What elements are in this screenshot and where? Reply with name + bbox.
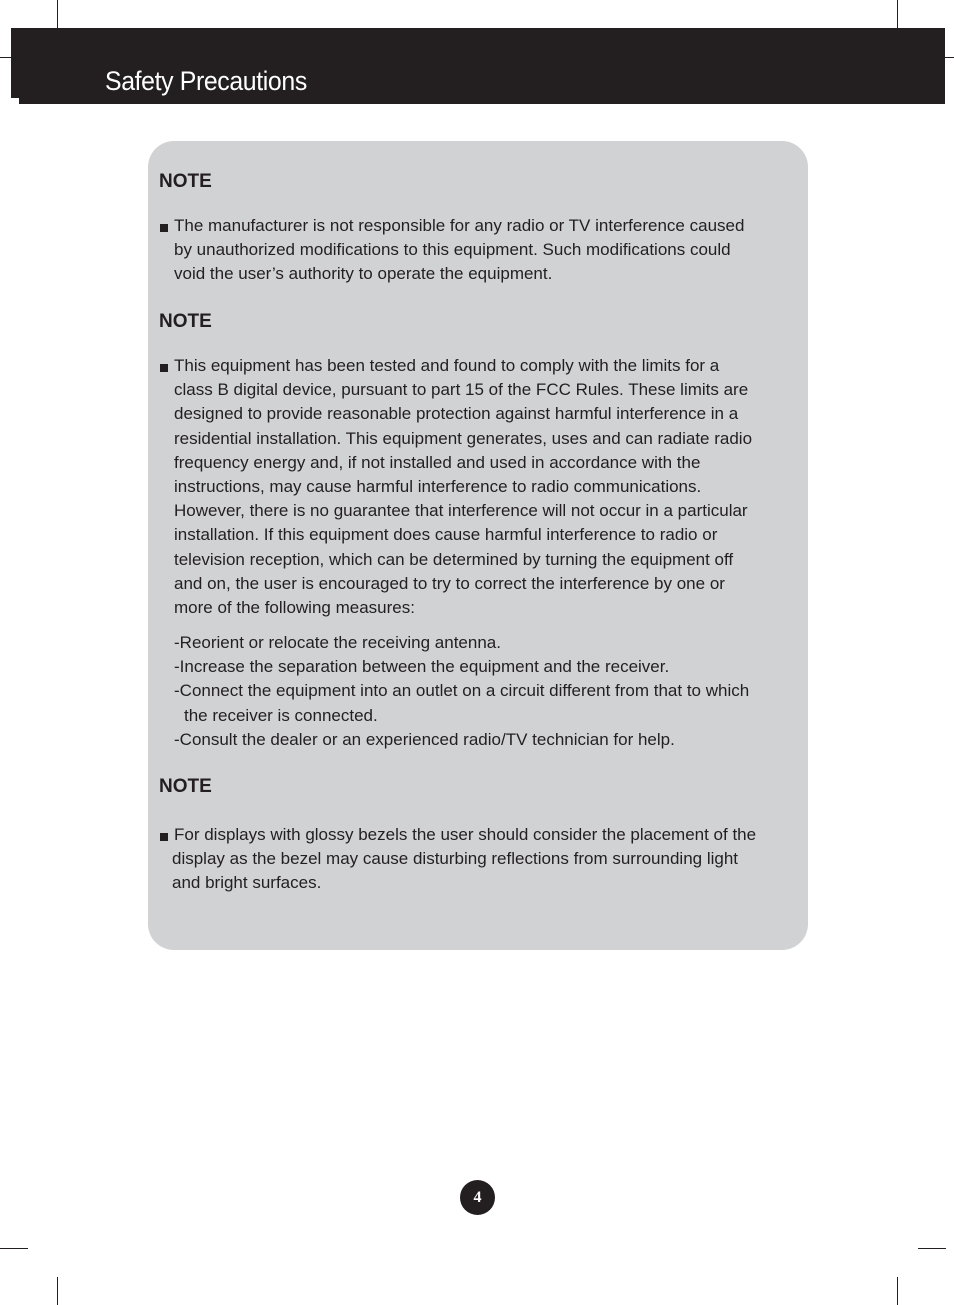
- text-line: residential installation. This equipment generates, uses and can radiate radio: [174, 428, 753, 448]
- text-line: designed to provide reasonable protection against harmful interference in a: [174, 404, 739, 424]
- measures-list: [174, 631, 796, 752]
- text-line: and on, the user is encouraged to try to correct the interference by one or: [174, 573, 725, 593]
- crop-mark-bottom-left: [57, 1277, 58, 1305]
- crop-mark-top-right: [897, 0, 898, 28]
- bullet-paragraph: [160, 214, 796, 287]
- note-bullet: [160, 823, 796, 896]
- measure-item: -Increase the separation between the equipment and the receiver.: [174, 657, 670, 677]
- measure-item: -Connect the equipment into an outlet on a circuit different from that to which: [174, 681, 750, 701]
- text-line: void the user’s authority to operate the equipment.: [174, 264, 553, 284]
- square-bullet-icon: [160, 364, 168, 372]
- measure-item: -Reorient or relocate the receiving antenna.: [174, 633, 501, 652]
- page-number-badge: 4: [460, 1180, 495, 1215]
- text-line: instructions, may cause harmful interference to radio communications.: [174, 477, 702, 497]
- crop-mark-right-bottom: [918, 1248, 946, 1249]
- note-bullet: [160, 214, 796, 287]
- header-bar: [11, 28, 945, 104]
- text-line: and bright surfaces.: [172, 873, 322, 893]
- crop-mark-left-bottom: [0, 1248, 28, 1249]
- bullet-paragraph: [160, 823, 796, 896]
- note-heading: NOTE: [159, 311, 212, 332]
- square-bullet-icon: [160, 224, 168, 232]
- note-heading: NOTE: [159, 171, 212, 192]
- text-line: For displays with glossy bezels the user should consider the placement of the: [174, 825, 757, 844]
- note-bullet: [160, 354, 796, 620]
- note-heading: NOTE: [159, 776, 212, 797]
- text-line: display as the bezel may cause disturbing reflections from surrounding light: [172, 849, 739, 869]
- text-line: However, there is no guarantee that interference will not occur in a particular: [174, 501, 748, 521]
- text-line: This equipment has been tested and found to comply with the limits for a: [174, 356, 720, 375]
- text-line: by unauthorized modifications to this equipment. Such modifications could: [174, 240, 731, 260]
- square-bullet-icon: [160, 833, 168, 841]
- text-line: more of the following measures:: [174, 598, 415, 618]
- header-bar-notch: [11, 98, 19, 104]
- text-line: class B digital device, pursuant to part 15 of the FCC Rules. These limits are: [174, 380, 749, 400]
- measure-item: -Consult the dealer or an experienced radio/TV technician for help.: [174, 729, 675, 749]
- text-line: television reception, which can be determined by turning the equipment off: [174, 549, 734, 569]
- crop-mark-top-left: [57, 0, 58, 28]
- crop-mark-bottom-right: [897, 1277, 898, 1305]
- page-title: Safety Precautions: [105, 66, 307, 96]
- bullet-paragraph: [160, 354, 796, 620]
- note-panel: [148, 141, 808, 950]
- text-line: The manufacturer is not responsible for any radio or TV interference caused: [174, 216, 745, 235]
- text-line: frequency energy and, if not installed and used in accordance with the: [174, 452, 701, 472]
- text-line: installation. If this equipment does cause harmful interference to radio or: [174, 525, 718, 545]
- measure-item-continuation: the receiver is connected.: [184, 705, 378, 725]
